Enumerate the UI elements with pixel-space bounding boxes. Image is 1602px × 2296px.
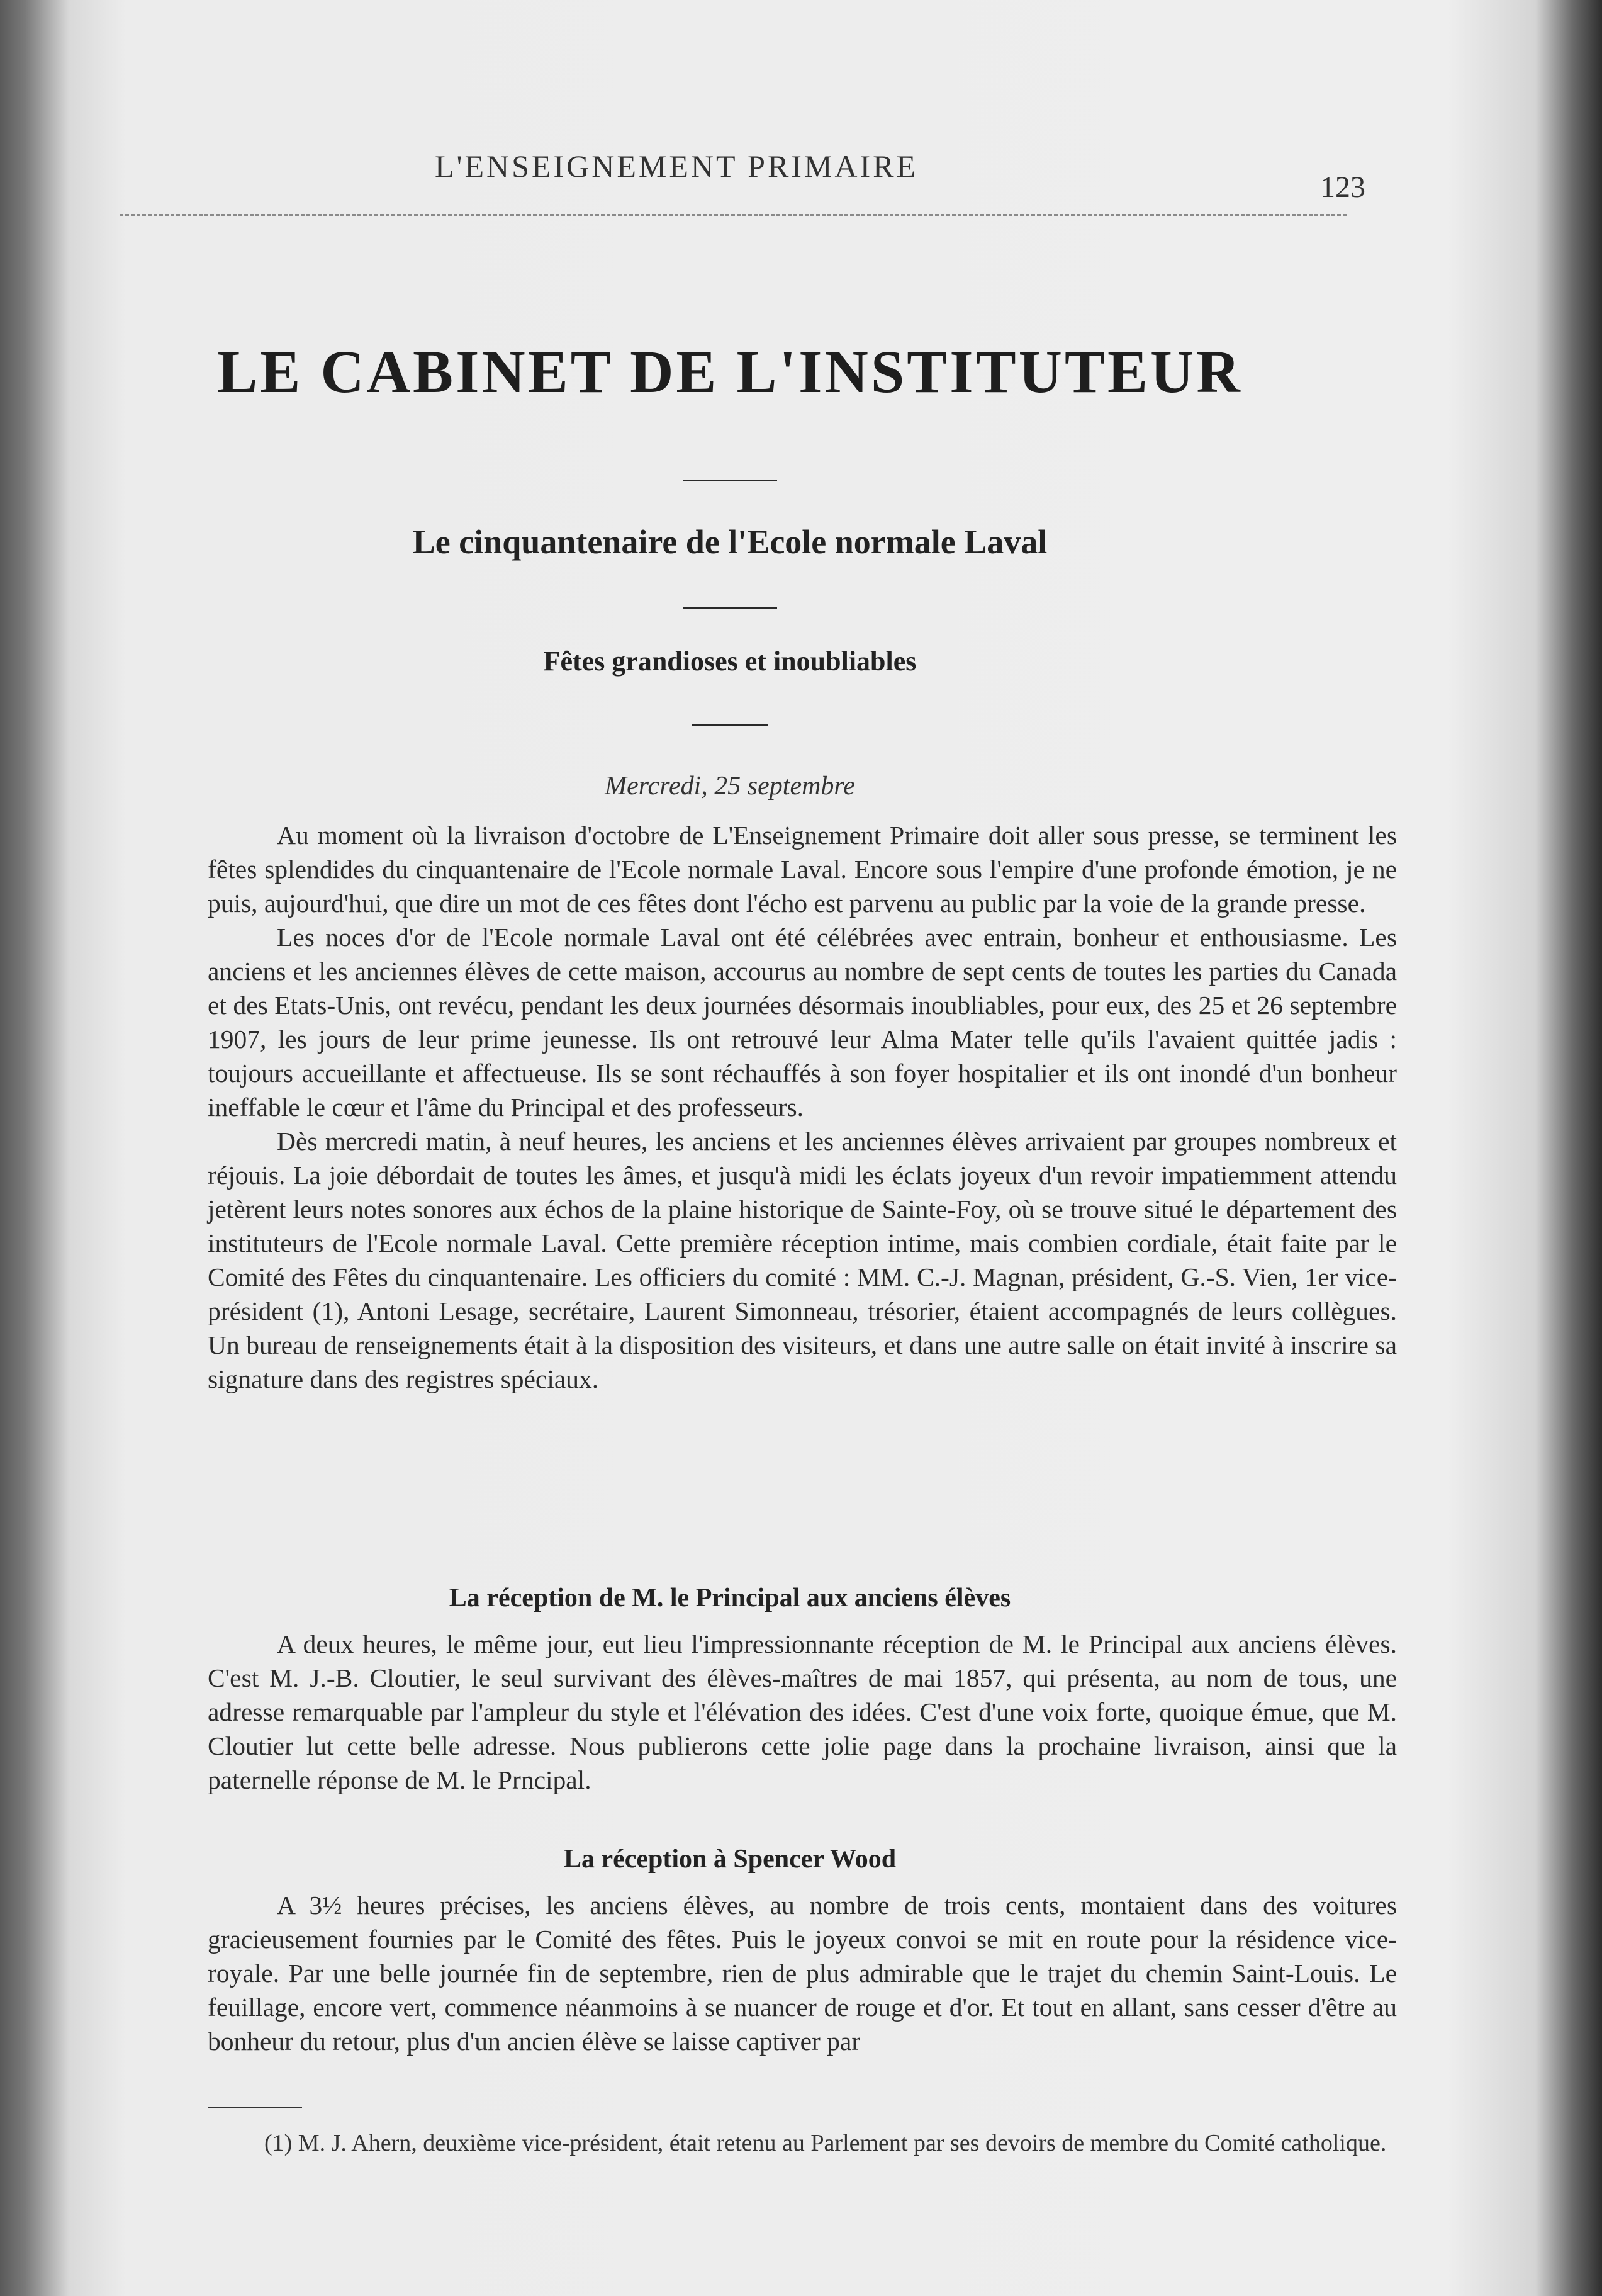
running-header-title: L'ENSEIGNEMENT PRIMAIRE bbox=[434, 149, 919, 184]
footnote-text: (1) M. J. Ahern, deuxième vice-président, était retenu au Parlement par ses devoirs de membre du Comité catholique. bbox=[264, 2130, 1387, 2156]
section-spencer-wood-text bbox=[208, 1888, 1397, 2058]
article-title: LE CABINET DE L'INSTITUTEUR bbox=[217, 338, 1243, 405]
article-subsubtitle: Fêtes grandioses et inoubliables bbox=[543, 646, 917, 677]
header-rule bbox=[120, 214, 1347, 216]
article-subtitle: Le cinquantenaire de l'Ecole normale Laval bbox=[412, 523, 1048, 561]
subtitle-rule bbox=[683, 607, 777, 609]
paragraph-2: Les noces d'or de l'Ecole normale Laval ont été célébrées avec entrain, bonheur et enthousiasme. Les anciens et les anciennes élèves de cette maison, accourus au nombre de sept cents de toutes les parties du Canada et des Etats-Unis, ont revécu, pendant les deux journées désormais inoubliables, pour eux, des 25 et 26 septembre 1907, les jours de leur prime jeunesse. Ils ont retrouvé leur Alma Mater telle qu'ils l'avaient quittée jadis : toujours accueillante et affectueuse. Ils se sont réchauffés à son foyer hospitalier et ils ont inondé d'un bonheur ineffable le cœur et l'âme du Principal et des professeurs. bbox=[208, 923, 1397, 1122]
section-principal-text bbox=[208, 1627, 1397, 1797]
subsubtitle-rule bbox=[692, 724, 768, 726]
paragraph-1: Au moment où la livraison d'octobre de L'Enseignement Primaire doit aller sous presse, se terminent les fêtes splendides du cinquantenaire de l'Ecole normale Laval. Encore sous l'empire d'une profonde émotion, je ne puis, aujourd'hui, que dire un mot de ces fêtes dont l'écho est parvenu au public par la voie de la grande presse. bbox=[208, 821, 1397, 918]
section-heading-spencer-wood: La réception à Spencer Wood bbox=[563, 1845, 897, 1874]
paragraph-spencer-wood: A 3½ heures précises, les anciens élèves, au nombre de trois cents, montaient dans des voitures gracieusement fournies par le Comité des fêtes. Puis le joyeux convoi se mit en route pour la résidence vice-royale. Par une belle journée fin de septembre, rien de plus admirable que le trajet du chemin Saint-Louis. Le feuillage, encore vert, commence néanmoins à se nuancer de rouge et d'or. Et tout en allant, sans cesser d'être au bonheur du retour, plus d'un ancien élève se laisse captiver par bbox=[208, 1891, 1397, 2056]
title-rule bbox=[683, 480, 777, 481]
paragraph-principal: A deux heures, le même jour, eut lieu l'impressionnante réception de M. le Principal aux anciens élèves. C'est M. J.-B. Cloutier, le seul survivant des élèves-maîtres de mai 1857, qui présenta, au nom de tous, une adresse remarquable par l'ampleur du style et l'élévation des idées. C'est d'une voix forte, quoique émue, que M. Cloutier lut cette belle adresse. Nous publierons cette jolie page dans la prochaine livraison, ainsi que la paternelle réponse de M. le Prncipal. bbox=[208, 1629, 1397, 1794]
footnote bbox=[208, 2127, 1397, 2159]
section-heading-principal: La réception de M. le Principal aux anciens élèves bbox=[449, 1584, 1011, 1612]
page-number: 123 bbox=[1320, 171, 1365, 204]
intro-text bbox=[208, 818, 1397, 1396]
dateline: Mercredi, 25 septembre bbox=[605, 772, 855, 801]
paragraph-3: Dès mercredi matin, à neuf heures, les anciens et les anciennes élèves arrivaient par groupes nombreux et réjouis. La joie débordait de toutes les âmes, et jusqu'à midi les éclats joyeux d'un revoir impatiemment attendu jetèrent leurs notes sonores aux échos de la plaine historique de Sainte-Foy, où se trouve situé le département des instituteurs de l'Ecole normale Laval. Cette première réception intime, mais combien cordiale, était faite par le Comité des Fêtes du cinquantenaire. Les officiers du comité : MM. C.-J. Magnan, président, G.-S. Vien, 1er vice-président (1), Antoni Lesage, secrétaire, Laurent Simonneau, trésorier, étaient accompagnés de leurs collègues. Un bureau de renseignements était à la disposition des visiteurs, et dans une autre salle on était invité à inscrire sa signature dans des registres spéciaux. bbox=[208, 1127, 1397, 1393]
footnote-rule bbox=[208, 2107, 302, 2108]
